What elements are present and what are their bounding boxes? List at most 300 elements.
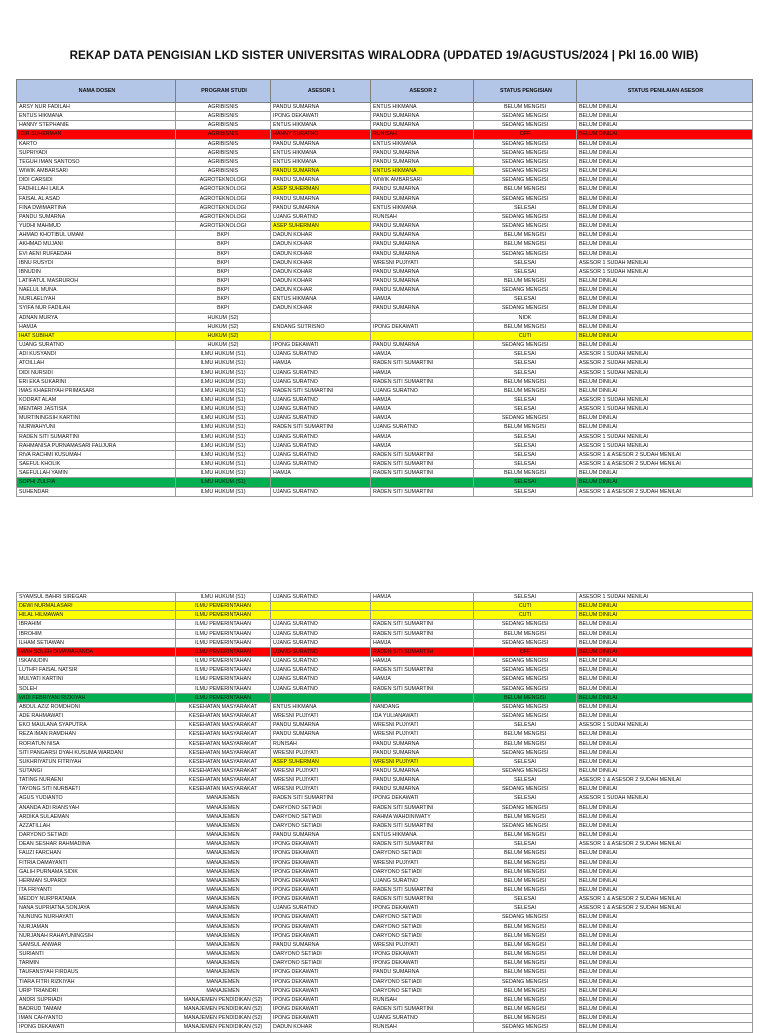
header-asesor-1: ASESOR 1 — [271, 80, 371, 103]
cell-status-penilaian: BELUM DINILAI — [577, 286, 753, 295]
cell-status-pengisian: CUTI — [474, 602, 577, 611]
cell-asesor-1: UJANG SURATNO — [271, 377, 371, 386]
cell-status-penilaian: BELUM DINILAI — [577, 1014, 753, 1023]
cell-status-penilaian: BELUM DINILAI — [577, 693, 753, 702]
cell-status-penilaian: BELUM DINILAI — [577, 922, 753, 931]
cell-program-studi: AGRIBISNIS — [176, 112, 271, 121]
cell-asesor-1: IPONG DEKAWATI — [271, 886, 371, 895]
cell-program-studi: ILMU HUKUM (S1) — [176, 460, 271, 469]
cell-nama-dosen: HANNY STEPHANIE — [17, 121, 176, 130]
cell-asesor-2: PANDU SUMARNA — [371, 148, 474, 157]
table-row — [17, 977, 753, 986]
table-row — [17, 620, 753, 629]
table-row — [17, 240, 753, 249]
cell-asesor-2: PANDU SUMARNA — [371, 304, 474, 313]
header-status-penilaian: STATUS PENILAIAN ASESOR — [577, 80, 753, 103]
table-row — [17, 267, 753, 276]
cell-status-pengisian: BELUM MENGISI — [474, 876, 577, 885]
cell-asesor-2: IPONG DEKAWATI — [371, 950, 474, 959]
cell-status-pengisian: SEDANG MENGISI — [474, 657, 577, 666]
cell-status-pengisian: SEDANG MENGISI — [474, 702, 577, 711]
cell-asesor-1: DARYONO SETIADI — [271, 812, 371, 821]
table-row — [17, 276, 753, 285]
cell-asesor-1: IPONG DEKAWATI — [271, 986, 371, 995]
cell-status-penilaian: BELUM DINILAI — [577, 203, 753, 212]
cell-status-pengisian: SELESAI — [474, 721, 577, 730]
cell-program-studi: AGRIBISNIS — [176, 121, 271, 130]
cell-asesor-2: HAMJA — [371, 295, 474, 304]
cell-asesor-1: DARYONO SETIADI — [271, 950, 371, 959]
cell-status-pengisian: BELUM MENGISI — [474, 276, 577, 285]
cell-status-penilaian: BELUM DINILAI — [577, 176, 753, 185]
cell-status-pengisian: SEDANG MENGISI — [474, 148, 577, 157]
cell-asesor-1: DARYONO SETIADI — [271, 821, 371, 830]
cell-asesor-2: PANDU SUMARNA — [371, 249, 474, 258]
cell-nama-dosen: TARMIN — [17, 959, 176, 968]
cell-asesor-1: UJANG SURATNO — [271, 666, 371, 675]
cell-program-studi: ILMU PEMERINTAHAN — [176, 693, 271, 702]
cell-status-pengisian: BELUM MENGISI — [474, 423, 577, 432]
cell-program-studi: HUKUM (S2) — [176, 331, 271, 340]
cell-asesor-2: WRESNI PUJIYATI — [371, 730, 474, 739]
cell-status-penilaian: ASESOR 1 SUDAH MENILAI — [577, 405, 753, 414]
cell-nama-dosen: TIARA FITRI RIZKIYAH — [17, 977, 176, 986]
cell-nama-dosen: RIVA RACHMI KUSUMAH — [17, 450, 176, 459]
cell-status-pengisian: SEDANG MENGISI — [474, 748, 577, 757]
cell-program-studi: ILMU HUKUM (S1) — [176, 359, 271, 368]
cell-status-penilaian: BELUM DINILAI — [577, 647, 753, 656]
cell-nama-dosen: MENTARI JASTISIA — [17, 405, 176, 414]
cell-status-pengisian: SEDANG MENGISI — [474, 620, 577, 629]
table-row — [17, 341, 753, 350]
cell-status-penilaian: ASESOR 1 & ASESOR 2 SUDAH MENILAI — [577, 487, 753, 496]
cell-status-pengisian: SELESAI — [474, 267, 577, 276]
cell-program-studi: KESEHATAN MASYARAKAT — [176, 757, 271, 766]
cell-status-pengisian: BELUM MENGISI — [474, 1005, 577, 1014]
cell-program-studi: AGRIBISNIS — [176, 103, 271, 112]
cell-nama-dosen: ROFIATUN NISA — [17, 739, 176, 748]
cell-asesor-1: UJANG SURATNO — [271, 350, 371, 359]
cell-status-penilaian: BELUM DINILAI — [577, 977, 753, 986]
cell-status-penilaian: ASESOR 1 SUDAH MENILAI — [577, 267, 753, 276]
cell-asesor-2: DARYONO SETIADI — [371, 849, 474, 858]
cell-status-penilaian: BELUM DINILAI — [577, 931, 753, 940]
cell-nama-dosen: SITI PANGARSI DYAH KUSUMA WARDANI — [17, 748, 176, 757]
cell-program-studi: AGROTEKNOLOGI — [176, 194, 271, 203]
cell-status-penilaian: BELUM DINILAI — [577, 240, 753, 249]
cell-asesor-1: UJANG SURATNO — [271, 629, 371, 638]
cell-asesor-2: RADEN SITI SUMARTINI — [371, 1005, 474, 1014]
cell-asesor-2: PANDU SUMARNA — [371, 276, 474, 285]
cell-status-pengisian: BELUM MENGISI — [474, 950, 577, 959]
cell-nama-dosen: YUDHI MAHMUD — [17, 222, 176, 231]
cell-status-penilaian: BELUM DINILAI — [577, 831, 753, 840]
cell-asesor-2: RUNISAH — [371, 212, 474, 221]
table-row — [17, 766, 753, 775]
table-row — [17, 666, 753, 675]
table-row — [17, 831, 753, 840]
cell-asesor-1: UJANG SURATNO — [271, 460, 371, 469]
cell-status-penilaian: ASESOR 1 & ASESOR 2 SUDAH MENILAI — [577, 895, 753, 904]
table-row — [17, 986, 753, 995]
cell-nama-dosen: ARSY NUR FADILAH — [17, 103, 176, 112]
cell-status-penilaian: ASESOR 1 SUDAH MENILAI — [577, 432, 753, 441]
cell-status-pengisian: SELESAI — [474, 904, 577, 913]
cell-asesor-2: RADEN SITI SUMARTINI — [371, 469, 474, 478]
table-row — [17, 821, 753, 830]
cell-status-penilaian: BELUM DINILAI — [577, 157, 753, 166]
cell-nama-dosen: SAMSUL ANWAR — [17, 940, 176, 949]
table-row — [17, 593, 753, 602]
table-row — [17, 995, 753, 1004]
cell-status-penilaian: ASESOR 1 & ASESOR 2 SUDAH MENILAI — [577, 840, 753, 849]
cell-asesor-1: ENTUS HIKMANA — [271, 702, 371, 711]
cell-nama-dosen: MULYATI KARTINI — [17, 675, 176, 684]
cell-nama-dosen: IBROHIM — [17, 629, 176, 638]
table-row — [17, 212, 753, 221]
cell-asesor-2 — [371, 313, 474, 322]
cell-status-pengisian: SEDANG MENGISI — [474, 121, 577, 130]
cell-status-penilaian: BELUM DINILAI — [577, 812, 753, 821]
cell-status-penilaian: BELUM DINILAI — [577, 423, 753, 432]
table-row — [17, 103, 753, 112]
cell-status-pengisian: SEDANG MENGISI — [474, 249, 577, 258]
cell-asesor-1: IPONG DEKAWATI — [271, 1014, 371, 1023]
cell-program-studi: AGROTEKNOLOGI — [176, 203, 271, 212]
cell-program-studi: AGRIBISNIS — [176, 157, 271, 166]
cell-asesor-2: HAMJA — [371, 657, 474, 666]
table-row — [17, 602, 753, 611]
cell-status-penilaian: BELUM DINILAI — [577, 986, 753, 995]
recap-table-bottom — [16, 592, 753, 1033]
cell-program-studi: KESEHATAN MASYARAKAT — [176, 702, 271, 711]
table-row — [17, 487, 753, 496]
cell-asesor-1: RADEN SITI SUMARTINI — [271, 386, 371, 395]
cell-asesor-1: UJANG SURATNO — [271, 368, 371, 377]
cell-program-studi: ILMU HUKUM (S1) — [176, 593, 271, 602]
cell-status-pengisian: BELUM MENGISI — [474, 693, 577, 702]
cell-status-penilaian: ASESOR 1 SUDAH MENILAI — [577, 593, 753, 602]
cell-asesor-1: DADUN KOHAR — [271, 240, 371, 249]
cell-asesor-1: ENTUS HIKMANA — [271, 148, 371, 157]
cell-asesor-2: WRESNI PUJIYATI — [371, 940, 474, 949]
cell-status-penilaian: BELUM DINILAI — [577, 950, 753, 959]
cell-nama-dosen: DIDI NURSIDI — [17, 368, 176, 377]
table-row — [17, 712, 753, 721]
cell-asesor-1: UJANG SURATNO — [271, 593, 371, 602]
cell-asesor-2: HAMJA — [371, 675, 474, 684]
cell-status-penilaian: BELUM DINILAI — [577, 1023, 753, 1032]
cell-asesor-2: RADEN SITI SUMARTINI — [371, 450, 474, 459]
cell-status-pengisian: BELUM MENGISI — [474, 867, 577, 876]
table-row — [17, 194, 753, 203]
cell-asesor-2: IPONG DEKAWATI — [371, 322, 474, 331]
cell-status-pengisian: BELUM MENGISI — [474, 831, 577, 840]
cell-asesor-2 — [371, 602, 474, 611]
cell-program-studi: AGRIBISNIS — [176, 167, 271, 176]
table-row — [17, 313, 753, 322]
table-row — [17, 249, 753, 258]
cell-asesor-1 — [271, 602, 371, 611]
cell-asesor-2: HAMJA — [371, 593, 474, 602]
cell-program-studi: MANAJEMEN — [176, 940, 271, 949]
cell-nama-dosen: SUPRIYADI — [17, 148, 176, 157]
table-row — [17, 396, 753, 405]
table-row — [17, 203, 753, 212]
cell-asesor-1: WRESNI PUJIYATI — [271, 748, 371, 757]
cell-asesor-2: NANDANG — [371, 702, 474, 711]
cell-asesor-1: IPONG DEKAWATI — [271, 858, 371, 867]
table-row — [17, 450, 753, 459]
cell-status-penilaian: BELUM DINILAI — [577, 876, 753, 885]
cell-asesor-2: PANDU SUMARNA — [371, 112, 474, 121]
cell-program-studi: BKPI — [176, 286, 271, 295]
table-row — [17, 258, 753, 267]
cell-nama-dosen: FAUZI FARCHAN — [17, 849, 176, 858]
cell-asesor-2: RADEN SITI SUMARTINI — [371, 840, 474, 849]
cell-program-studi: MANAJEMEN — [176, 803, 271, 812]
cell-status-penilaian: BELUM DINILAI — [577, 611, 753, 620]
cell-status-pengisian: BELUM MENGISI — [474, 231, 577, 240]
cell-nama-dosen: DEAN SESHAR RAHMADINA — [17, 840, 176, 849]
page-title: REKAP DATA PENGISIAN LKD SISTER UNIVERSITAS WIRALODRA (UPDATED 19/AGUSTUS/2024 | Pkl 16.00 WIB) — [69, 50, 699, 62]
table-row — [17, 922, 753, 931]
cell-asesor-1: PANDU SUMARNA — [271, 167, 371, 176]
cell-asesor-2: HAMJA — [371, 638, 474, 647]
cell-nama-dosen: IDIR SUHERMAN — [17, 130, 176, 139]
cell-status-penilaian: BELUM DINILAI — [577, 675, 753, 684]
cell-program-studi: BKPI — [176, 276, 271, 285]
table-row — [17, 139, 753, 148]
cell-nama-dosen: AZZATILLAH — [17, 821, 176, 830]
cell-asesor-2: RUNISAH — [371, 995, 474, 1004]
table-row — [17, 886, 753, 895]
cell-nama-dosen: GALIH PURNAMA SIDIK — [17, 867, 176, 876]
cell-asesor-2: UJANG SURATNO — [371, 876, 474, 885]
table-row — [17, 432, 753, 441]
cell-asesor-2: PANDU SUMARNA — [371, 267, 474, 276]
cell-status-pengisian: SELESAI — [474, 895, 577, 904]
cell-status-pengisian: SEDANG MENGISI — [474, 176, 577, 185]
table-row — [17, 295, 753, 304]
cell-status-penilaian: BELUM DINILAI — [577, 231, 753, 240]
cell-program-studi: KESEHATAN MASYARAKAT — [176, 785, 271, 794]
cell-status-penilaian: BELUM DINILAI — [577, 995, 753, 1004]
cell-asesor-2: ENTUS HIKMANA — [371, 203, 474, 212]
cell-asesor-1: PANDU SUMARNA — [271, 194, 371, 203]
cell-asesor-1: UJANG SURATNO — [271, 904, 371, 913]
table-row — [17, 629, 753, 638]
cell-asesor-1: UJANG SURATNO — [271, 638, 371, 647]
cell-nama-dosen: WIWIK AMBARSARI — [17, 167, 176, 176]
cell-status-penilaian: BELUM DINILAI — [577, 730, 753, 739]
cell-status-pengisian: SEDANG MENGISI — [474, 167, 577, 176]
table-row — [17, 895, 753, 904]
cell-asesor-2: PANDU SUMARNA — [371, 785, 474, 794]
cell-asesor-2 — [371, 331, 474, 340]
table-row — [17, 414, 753, 423]
cell-program-studi: KESEHATAN MASYARAKAT — [176, 730, 271, 739]
cell-status-pengisian: BELUM MENGISI — [474, 940, 577, 949]
cell-asesor-2: UJANG SURATNO — [371, 1014, 474, 1023]
cell-status-penilaian: BELUM DINILAI — [577, 766, 753, 775]
cell-nama-dosen: IBNU RUSYDI — [17, 258, 176, 267]
cell-asesor-2: RADEN SITI SUMARTINI — [371, 886, 474, 895]
cell-status-penilaian: BELUM DINILAI — [577, 185, 753, 194]
cell-status-pengisian: BELUM MENGISI — [474, 968, 577, 977]
cell-asesor-1: IPONG DEKAWATI — [271, 995, 371, 1004]
cell-status-penilaian: ASESOR 1 SUDAH MENILAI — [577, 441, 753, 450]
cell-program-studi: KESEHATAN MASYARAKAT — [176, 776, 271, 785]
cell-nama-dosen: ABDUL AZIZ ROMDHONI — [17, 702, 176, 711]
cell-nama-dosen: IMAN SOLEH DIMAWAHANDA — [17, 647, 176, 656]
table-row — [17, 167, 753, 176]
cell-nama-dosen: DEWI NURMALASARI — [17, 602, 176, 611]
cell-asesor-2 — [371, 611, 474, 620]
cell-nama-dosen: RAHMANISA PURNAMASARI FAUJURA — [17, 441, 176, 450]
cell-program-studi: KESEHATAN MASYARAKAT — [176, 748, 271, 757]
cell-asesor-1: IPONG DEKAWATI — [271, 977, 371, 986]
table-row — [17, 776, 753, 785]
cell-program-studi: ILMU PEMERINTAHAN — [176, 647, 271, 656]
cell-status-pengisian: SEDANG MENGISI — [474, 684, 577, 693]
cell-nama-dosen: ENTUS HIKMANA — [17, 112, 176, 121]
cell-program-studi: AGROTEKNOLOGI — [176, 176, 271, 185]
cell-asesor-2: IDA YULIANAWATI — [371, 712, 474, 721]
cell-program-studi: MANAJEMEN — [176, 794, 271, 803]
cell-asesor-1: PANDU SUMARNA — [271, 730, 371, 739]
cell-nama-dosen: RADEN SITI SUMARTINI — [17, 432, 176, 441]
cell-program-studi: ILMU PEMERINTAHAN — [176, 611, 271, 620]
cell-asesor-2: IPONG DEKAWATI — [371, 794, 474, 803]
cell-status-pengisian: SEDANG MENGISI — [474, 304, 577, 313]
cell-asesor-2: RADEN SITI SUMARTINI — [371, 684, 474, 693]
cell-status-penilaian: BELUM DINILAI — [577, 849, 753, 858]
cell-asesor-1: UJANG SURATNO — [271, 657, 371, 666]
cell-program-studi: ILMU PEMERINTAHAN — [176, 620, 271, 629]
table-row — [17, 368, 753, 377]
cell-nama-dosen: SUTANGI — [17, 766, 176, 775]
cell-status-pengisian: SEDANG MENGISI — [474, 712, 577, 721]
cell-status-pengisian: SEDANG MENGISI — [474, 666, 577, 675]
cell-status-pengisian: SELESAI — [474, 460, 577, 469]
table-row — [17, 657, 753, 666]
table-row — [17, 1005, 753, 1014]
table-row — [17, 675, 753, 684]
cell-status-penilaian: BELUM DINILAI — [577, 103, 753, 112]
cell-status-pengisian: NIDK — [474, 313, 577, 322]
cell-status-pengisian: BELUM MENGISI — [474, 995, 577, 1004]
cell-nama-dosen: NURLAELIYAH — [17, 295, 176, 304]
cell-program-studi: AGROTEKNOLOGI — [176, 185, 271, 194]
cell-status-penilaian: BELUM DINILAI — [577, 139, 753, 148]
cell-program-studi: ILMU HUKUM (S1) — [176, 350, 271, 359]
cell-status-pengisian: SELESAI — [474, 441, 577, 450]
cell-program-studi: BKPI — [176, 304, 271, 313]
cell-asesor-1: DADUN KOHAR — [271, 276, 371, 285]
cell-program-studi: ILMU HUKUM (S1) — [176, 469, 271, 478]
table-row — [17, 359, 753, 368]
cell-asesor-2: RADEN SITI SUMARTINI — [371, 460, 474, 469]
cell-status-pengisian: BELUM MENGISI — [474, 849, 577, 858]
cell-asesor-1: ASEP SUHERMAN — [271, 185, 371, 194]
table-body-bottom — [17, 593, 753, 1033]
cell-status-pengisian: BELUM MENGISI — [474, 931, 577, 940]
cell-nama-dosen: LATIFATUL MASRUROH — [17, 276, 176, 285]
cell-program-studi: ILMU HUKUM (S1) — [176, 368, 271, 377]
cell-nama-dosen: SAEFULLAH YAMIN — [17, 469, 176, 478]
cell-asesor-1: UJANG SURATNO — [271, 450, 371, 459]
cell-nama-dosen: EKO MAULANA SYAPUTRA — [17, 721, 176, 730]
cell-nama-dosen: ADE RAHMAWATI — [17, 712, 176, 721]
cell-program-studi: ILMU PEMERINTAHAN — [176, 684, 271, 693]
table-row — [17, 460, 753, 469]
cell-asesor-1: WRESNI PUJIYATI — [271, 766, 371, 775]
cell-asesor-1: PANDU SUMARNA — [271, 831, 371, 840]
cell-asesor-2: PANDU SUMARNA — [371, 121, 474, 130]
cell-program-studi: ILMU HUKUM (S1) — [176, 487, 271, 496]
cell-status-pengisian: SEDANG MENGISI — [474, 977, 577, 986]
table-row — [17, 904, 753, 913]
table-row — [17, 1014, 753, 1023]
cell-asesor-1: DADUN KOHAR — [271, 231, 371, 240]
cell-status-pengisian: SEDANG MENGISI — [474, 803, 577, 812]
table-row — [17, 739, 753, 748]
cell-status-pengisian: SEDANG MENGISI — [474, 1023, 577, 1032]
cell-program-studi: HUKUM (S2) — [176, 341, 271, 350]
cell-asesor-1: HAMJA — [271, 359, 371, 368]
cell-asesor-2: RADEN SITI SUMARTINI — [371, 629, 474, 638]
cell-status-pengisian: BELUM MENGISI — [474, 959, 577, 968]
table-row — [17, 469, 753, 478]
table-row — [17, 405, 753, 414]
cell-asesor-1: UJANG SURATNO — [271, 405, 371, 414]
cell-status-penilaian: BELUM DINILAI — [577, 222, 753, 231]
cell-program-studi: BKPI — [176, 267, 271, 276]
cell-asesor-2: ENTUS HIKMANA — [371, 103, 474, 112]
cell-asesor-1: IPONG DEKAWATI — [271, 968, 371, 977]
cell-nama-dosen: NURJAMAN — [17, 922, 176, 931]
cell-asesor-2: HAMJA — [371, 405, 474, 414]
cell-status-pengisian: SEDANG MENGISI — [474, 766, 577, 775]
cell-nama-dosen: FADHILLAH LAILA — [17, 185, 176, 194]
cell-asesor-1: DARYONO SETIADI — [271, 959, 371, 968]
cell-nama-dosen: EVI AENI RUFAEDAH — [17, 249, 176, 258]
cell-status-penilaian: BELUM DINILAI — [577, 331, 753, 340]
cell-nama-dosen: MURTININGSIH KARTINI — [17, 414, 176, 423]
cell-status-pengisian: SEDANG MENGISI — [474, 675, 577, 684]
cell-asesor-1: RUNISAH — [271, 739, 371, 748]
cell-asesor-1: UJANG SURATNO — [271, 441, 371, 450]
table-row — [17, 386, 753, 395]
cell-asesor-1: DARYONO SETIADI — [271, 803, 371, 812]
cell-status-pengisian: BELUM MENGISI — [474, 986, 577, 995]
cell-nama-dosen: FINA DWIMARTINA — [17, 203, 176, 212]
table-row — [17, 959, 753, 968]
cell-status-pengisian: SELESAI — [474, 840, 577, 849]
cell-asesor-1: DADUN KOHAR — [271, 304, 371, 313]
cell-program-studi: MANAJEMEN — [176, 931, 271, 940]
cell-nama-dosen: ATOILLAH — [17, 359, 176, 368]
table-row — [17, 968, 753, 977]
table-row — [17, 231, 753, 240]
cell-status-pengisian: SELESAI — [474, 432, 577, 441]
cell-status-penilaian: BELUM DINILAI — [577, 940, 753, 949]
cell-nama-dosen: NUNUNG NURHAYATI — [17, 913, 176, 922]
cell-asesor-1: DADUN KOHAR — [271, 1023, 371, 1032]
cell-asesor-2: DARYONO SETIADI — [371, 913, 474, 922]
cell-asesor-2: HAMJA — [371, 396, 474, 405]
